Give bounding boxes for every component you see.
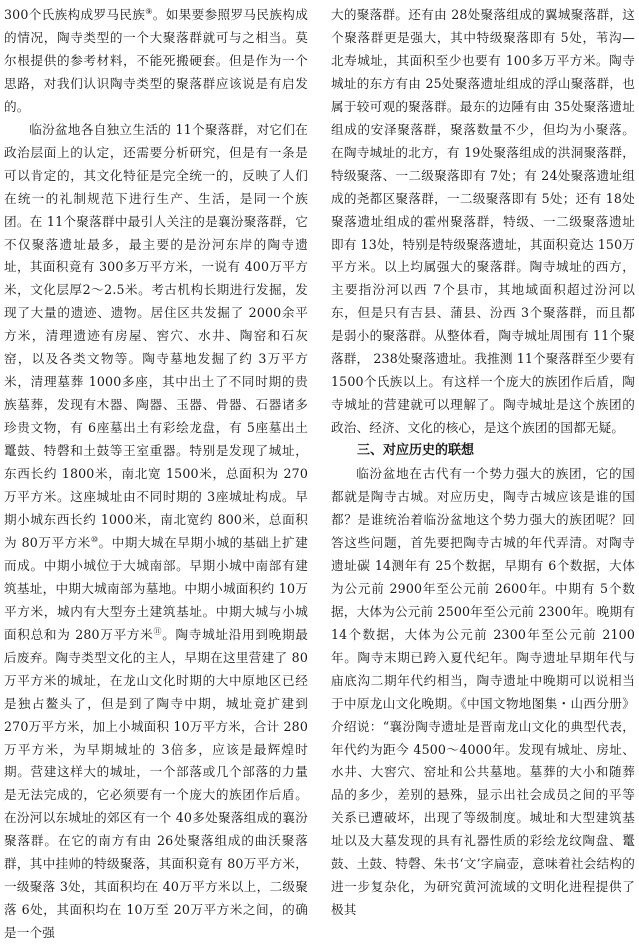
right-column: [331, 4, 635, 922]
paragraph-roman-comparison: [4, 4, 308, 119]
section-heading: 三、对应历史的联想: [357, 443, 475, 459]
paragraph-linfen-basin-groups: [4, 119, 308, 945]
text-run: 临汾盆地各自独立生活的 11个聚落群，对它们在政治层面上的认定，还需要分析研究，但是有一条是可以肯定的，其文化特征是完全统一的，反映了人们在统一的礼制规范下进行生产、生活，是同一个族团。在 11个聚落群中最引人关注的是襄汾聚落群，它不仅聚落遗址最多，最主要的是汾河东岸的陶寺遗址，其面积竟有 300多万平方米，一说有 400万平方米，文化层厚2～2.5米。考古机构长期进行发掘，发现了大量的遗迹、遗物。居住区共发掘了 2000余平方米，清理遗迹有房屋、窖穴、水井、陶窑和石灰窑，以及各类文物等。陶寺墓地发掘了约 3万平方米，清理墓葬 1000多座，其中出土了不同时期的贵族墓葬，发现有木器、陶器、玉器、骨器、石器诸多珍贵文物，有 6座墓出土有彩绘龙盘，有 5座墓出土鼍鼓、特磬和土鼓等王室重器。特别是发现了城址，东西长约 1800米，南北宽 1500米，总面积为 270万平方米。这座城址由不同时期的 3座城址构成。早期小城东西长约 1000米，南北宽约 800米，总面积为 80万平方米: [4, 121, 308, 550]
text-run: 300个氏族构成罗马民族: [4, 7, 146, 22]
paragraph-historical-association: 临汾盆地在古代有一个势力强大的族团，它的国都就是陶寺古城。对应历史，陶寺古城应该是谁的国都？是谁统治着临汾盆地这个势力强大的族团呢？回答这些问题，首先要把陶寺古城的年代弄清。对陶寺遗址碳 14测年有 25个数据，早期有 6个数据，大体为公元前 2900年至公元前 2600年。中期有 5个数据，大体为公元前 2500年至公元前 2300年。晚期有 14个数据，大体为公元前 2300年至公元前 2100年。陶寺末期已跨入夏代纪年。陶寺遗址早期年代与庙底沟二期年代约相当，陶寺遗址中晚期可以说相当于中原龙山文化晚期。《中国文物地图集・山西分册》介绍说：“襄汾陶寺遗址是晋南龙山文化的典型代表，年代约为距今 4500～4000年。发现有城址、房址、水井、大窖穴、窑址和公共墓地。墓葬的大小和随葬品的多少，差别的悬殊，显示出社会成员之间的平等关系已遭破坏，出现了等级制度。城址和大型建筑基址以及大墓发现的具有礼器性质的彩绘龙纹陶盘、鼍鼓、土鼓、特磬、朱书‘文’字扁壶，意味着社会结构的进一步复杂化，为研究黄河流域的文明化进程提供了极其: [331, 466, 635, 918]
footnote-marker: ⑨: [145, 6, 153, 16]
footnote-marker: ⑩: [90, 534, 99, 544]
paragraph-settlement-groups: 大的聚落群。还有由 28处聚落组成的翼城聚落群，这个聚落群更是强大，其中特级聚落即有 5处，苇沟—北寿城址，其面积至少也要有 100多万平方米。陶寺城址的东方有由 25处聚落遗址组成的浮山聚落群，也属于较可观的聚落群。最东的边陲有由 35处聚落遗址组成的安泽聚落群，聚落数量不少，但均为小聚落。在陶寺城址的北方，有 19处聚落组成的洪洞聚落群，特级聚落、一二级聚落即有 7处；有 24处聚落遗址组成的尧都区聚落群，一二级聚落即有 5处；还有 18处聚落遗址组成的霍州聚落群，特级、一二级聚落遗址即有 13处，特别是特级聚落遗址，其面积竟达 150万平方米。以上均属强大的聚落群。陶寺城址的西方，主要指汾河以西 7个县市，其地域面积超过汾河以东，但是只有吉县、蒲县、汾西 3个聚落群，而且都是弱小的聚落群。从整体看，陶寺城址周围有 11个聚落群， 238处聚落遗址。我推测 11个聚落群至少要有 1500个氏族以上。有这样一个庞大的族团作后盾，陶寺城址的营建就可以理解了。陶寺城址是这个族团的政治、经济、文化的核心，是这个族团的国都无疑。: [331, 7, 635, 436]
text-run: 。如果要参照罗马民族构成的情况，陶寺类型的一个大聚落群就可与之相当。莫尔根提供的参考材料，不能死搬硬套。但是作为一个思路，对我们认识陶寺类型的聚落群应该说是有启发的。: [4, 7, 308, 114]
left-column: [4, 4, 308, 945]
footnote-marker: ⑪: [153, 626, 163, 636]
text-run: 。陶寺城址沿用到晚期最后废弃。陶寺类型文化的主人，早期在这里营建了 80万平方米的城址，在龙山文化时期的大中原地区已经是独占鳌头了，但是到了陶寺中期，城址竟扩建到 270万平方米，加上小城面积 10万平方米，合计 280万平方米，为早期城址的 3倍多，应该是最辉煌时期。营建这样大的城址，一个部落或几个部落的力量是无法完成的，它必须要有一个庞大的族团作后盾。在汾河以东城址的郊区有一个 40多处聚落组成的襄汾聚落群。在它的南方有由 26处聚落组成的曲沃聚落群，其中挂帅的特级聚落，其面积竟有 80万平方米，一级聚落 3处，其面积均在 40万平方米以上，二级聚落 6处，其面积均在 10万至 20万平方米之间，的确是一个强: [4, 626, 308, 941]
text-run: 。中期大城在早期小城的基础上扩建而成。中期小城位于大城南部。早期小城中南部有建筑基址，中期大城南部为墓地。中期小城面积约 10万平方米，城内有大型夯土建筑基址。中期大城与小城面积总和为 280万平方米: [4, 534, 308, 642]
